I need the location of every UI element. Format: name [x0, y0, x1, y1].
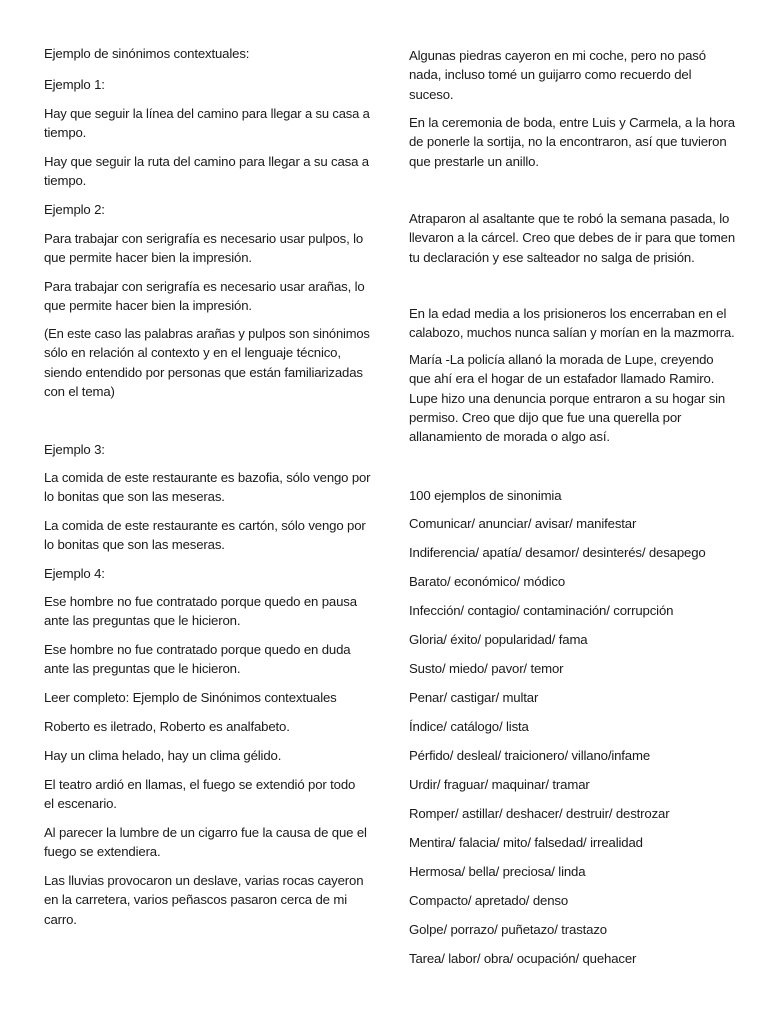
synonym-group-gloria: Gloria/ éxito/ popularidad/ fama [409, 632, 588, 647]
sentence-asaltante-line-2: llevaron a la cárcel. Creo que debes de ir para que tomen [409, 230, 735, 246]
example-4-sentence-a-line-1: Ese hombre no fue contratado porque quedo en pausa [44, 594, 357, 609]
left-heading: Ejemplo de sinónimos contextuales: [44, 46, 250, 61]
sentence-asaltante-line-1: Atraparon al asaltante que te robó la semana pasada, lo [409, 211, 730, 226]
example-1-sentence-a-line-1: Hay que seguir la línea del camino para llegar a su casa a [44, 106, 370, 121]
sentence-lumbre-line-2: fuego se extendiera. [44, 844, 161, 860]
sentence-lluvias-line-3: carro. [44, 911, 77, 927]
example-2-note-line-1: (En este caso las palabras arañas y pulpos son sinónimos [44, 326, 370, 341]
sentence-edad-media-line-2: calabozo, muchos nunca salían y morían en la mazmorra. [409, 325, 735, 341]
synonym-group-infeccion: Infección/ contagio/ contaminación/ corrupción [409, 603, 674, 618]
example-2-label: Ejemplo 2: [44, 202, 105, 217]
sentence-teatro-line-2: el escenario. [44, 796, 117, 812]
synonym-group-romper: Romper/ astillar/ deshacer/ destruir/ destrozar [409, 806, 670, 821]
synonym-group-golpe: Golpe/ porrazo/ puñetazo/ trastazo [409, 922, 607, 937]
synonym-group-indice: Índice/ catálogo/ lista [409, 719, 529, 734]
sentence-boda-line-3: que prestarle un anillo. [409, 153, 539, 169]
synonym-group-comunicar: Comunicar/ anunciar/ avisar/ manifestar [409, 516, 637, 531]
sentence-maria-line-1: María -La policía allanó la morada de Lupe, creyendo [409, 352, 714, 367]
synonym-group-urdir: Urdir/ fraguar/ maquinar/ tramar [409, 777, 590, 792]
example-3-sentence-a-line-1: La comida de este restaurante es bazofia, sólo vengo por [44, 470, 371, 485]
example-1-label: Ejemplo 1: [44, 77, 105, 92]
example-1-sentence-b-line-2: tiempo. [44, 173, 87, 189]
sentence-boda-line-1: En la ceremonia de boda, entre Luis y Carmela, a la hora [409, 115, 735, 130]
example-2-sentence-a-line-2: que permite hacer bien la impresión. [44, 250, 252, 266]
sentence-maria-line-4: permiso. Creo que dijo que fue una querella por [409, 409, 682, 425]
example-4-label: Ejemplo 4: [44, 566, 105, 581]
synonym-group-penar: Penar/ castigar/ multar [409, 690, 539, 705]
example-2-sentence-a-line-1: Para trabajar con serigrafía es necesario usar pulpos, lo [44, 231, 364, 246]
example-2-note-line-2: sólo en relación al contexto y en el lenguaje técnico, [44, 345, 341, 361]
sentence-maria-line-2: que ahí era el hogar de un estafador llamado Ramiro. [409, 371, 715, 387]
synonym-group-compacto: Compacto/ apretado/ denso [409, 893, 569, 908]
read-more-line: Leer completo: Ejemplo de Sinónimos contextuales [44, 690, 337, 705]
example-2-note-line-3: siendo entendido por personas que están familiarizadas [44, 364, 363, 380]
synonym-group-mentira: Mentira/ falacia/ mito/ falsedad/ irrealidad [409, 835, 643, 850]
sentence-piedras-line-2: nada, incluso tomé un guijarro como recuerdo del [409, 67, 692, 83]
sentence-asaltante-line-3: tu declaración y ese salteador no salga de prisión. [409, 249, 695, 265]
synonym-group-indiferencia: Indiferencia/ apatía/ desamor/ desinterés/ desapego [409, 545, 706, 560]
synonym-group-barato: Barato/ económico/ módico [409, 574, 566, 589]
synonym-group-tarea: Tarea/ labor/ obra/ ocupación/ quehacer [409, 951, 637, 966]
example-4-sentence-b-line-2: ante las preguntas que le hicieron. [44, 661, 241, 677]
sentence-edad-media-line-1: En la edad media a los prisioneros los encerraban en el [409, 306, 727, 321]
synonym-list-heading: 100 ejemplos de sinonimia [409, 488, 562, 503]
example-4-sentence-b-line-1: Ese hombre no fue contratado porque quedo en duda [44, 642, 351, 657]
example-2-sentence-b-line-2: que permite hacer bien la impresión. [44, 298, 252, 314]
sentence-clima: Hay un clima helado, hay un clima gélido. [44, 748, 282, 763]
sentence-lluvias-line-2: en la carretera, varios peñascos pasaron cerca de mi [44, 892, 347, 908]
example-4-sentence-a-line-2: ante las preguntas que le hicieron. [44, 613, 241, 629]
sentence-teatro-line-1: El teatro ardió en llamas, el fuego se extendió por todo [44, 777, 356, 792]
sentence-lumbre-line-1: Al parecer la lumbre de un cigarro fue la causa de que el [44, 825, 367, 840]
example-3-sentence-a-line-2: lo bonitas que son las meseras. [44, 489, 225, 505]
example-3-sentence-b-line-2: lo bonitas que son las meseras. [44, 537, 225, 553]
synonym-group-susto: Susto/ miedo/ pavor/ temor [409, 661, 564, 676]
example-1-sentence-b-line-1: Hay que seguir la ruta del camino para llegar a su casa a [44, 154, 369, 169]
example-2-note-line-4: con el tema) [44, 383, 115, 399]
sentence-maria-line-3: Lupe hizo una denuncia porque entraron a su hogar sin [409, 390, 726, 406]
sentence-roberto: Roberto es iletrado, Roberto es analfabeto. [44, 719, 290, 734]
sentence-boda-line-2: de ponerle la sortija, no la encontraron, así que tuvieron [409, 134, 727, 150]
synonym-group-perfido: Pérfido/ desleal/ traicionero/ villano/infame [409, 748, 651, 763]
example-3-sentence-b-line-1: La comida de este restaurante es cartón, sólo vengo por [44, 518, 366, 533]
sentence-maria-line-5: allanamiento de morada o algo así. [409, 429, 610, 445]
example-2-sentence-b-line-1: Para trabajar con serigrafía es necesario usar arañas, lo [44, 279, 365, 294]
sentence-piedras-line-3: suceso. [409, 86, 454, 102]
example-1-sentence-a-line-2: tiempo. [44, 125, 87, 141]
synonym-group-hermosa: Hermosa/ bella/ preciosa/ linda [409, 864, 586, 879]
example-3-label: Ejemplo 3: [44, 442, 105, 457]
sentence-piedras-line-1: Algunas piedras cayeron en mi coche, pero no pasó [409, 48, 706, 63]
sentence-lluvias-line-1: Las lluvias provocaron un deslave, varias rocas cayeron [44, 873, 364, 888]
